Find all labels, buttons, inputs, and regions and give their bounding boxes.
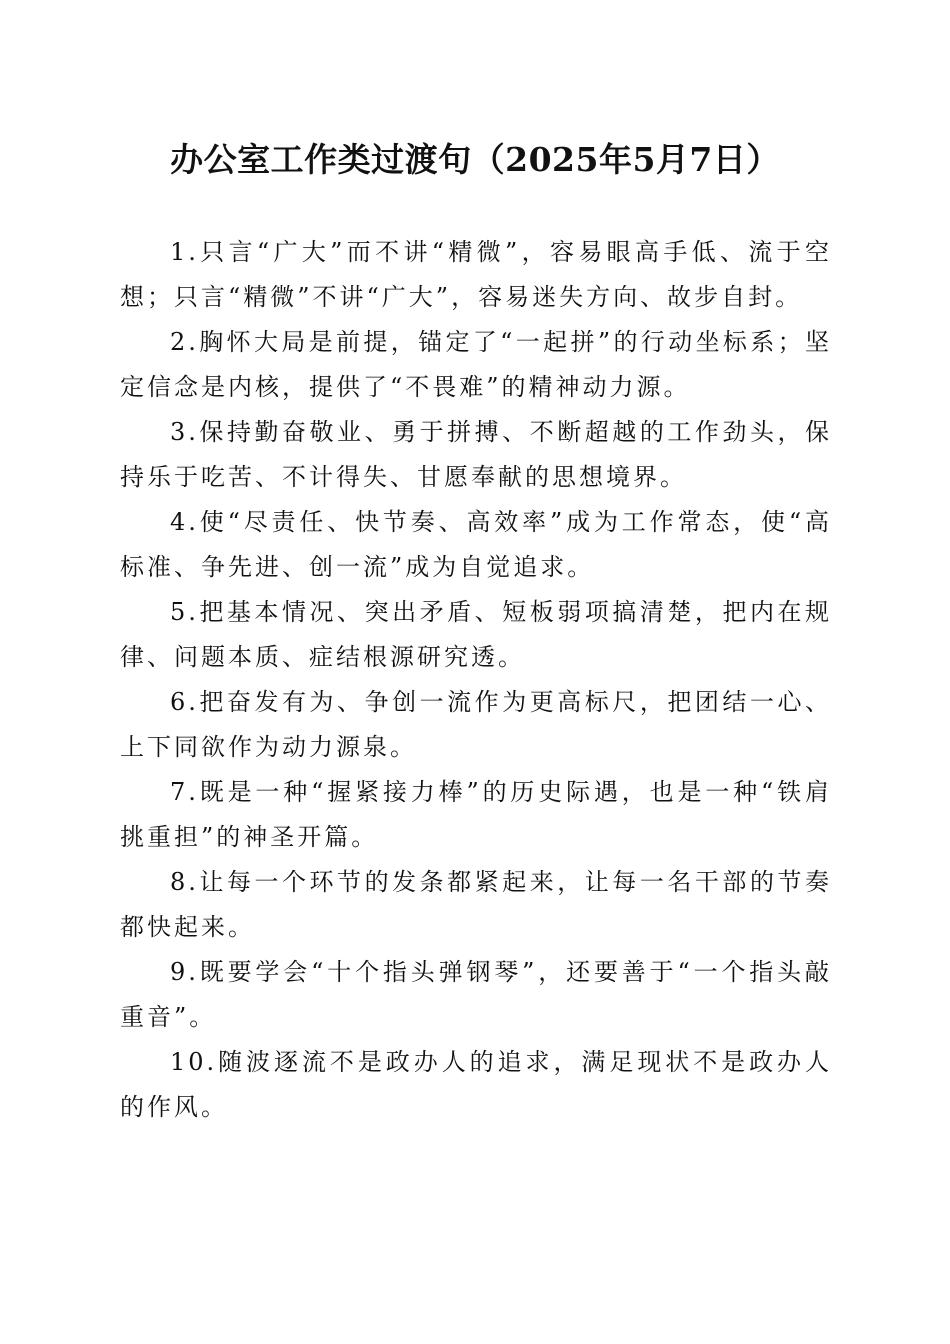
paragraph-3: 3.保持勤奋敬业、勇于拼搏、不断超越的工作劲头，保持乐于吃苦、不计得失、甘愿奉献的思想境界。 <box>120 418 832 491</box>
paragraph-10: 10.随波逐流不是政办人的追求，满足现状不是政办人的作风。 <box>120 1048 832 1121</box>
paragraph-1: 1.只言“广大”而不讲“精微”，容易眼高手低、流于空想；只言“精微”不讲“广大”，容易迷失方向、故步自封。 <box>120 238 832 311</box>
paragraph-5: 5.把基本情况、突出矛盾、短板弱项搞清楚，把内在规律、问题本质、症结根源研究透。 <box>120 598 832 671</box>
paragraph-7: 7.既是一种“握紧接力棒”的历史际遇，也是一种“铁肩挑重担”的神圣开篇。 <box>120 778 832 851</box>
paragraph-4: 4.使“尽责任、快节奏、高效率”成为工作常态，使“高标准、争先进、创一流”成为自觉追求。 <box>120 508 832 581</box>
paragraph-6: 6.把奋发有为、争创一流作为更高标尺，把团结一心、上下同欲作为动力源泉。 <box>120 688 832 761</box>
document-title: 办公室工作类过渡句（2025年5月7日） <box>170 140 780 179</box>
paragraph-2: 2.胸怀大局是前提，锚定了“一起拼”的行动坐标系；坚定信念是内核，提供了“不畏难”的精神动力源。 <box>120 328 832 401</box>
paragraph-9: 9.既要学会“十个指头弹钢琴”，还要善于“一个指头敲重音”。 <box>120 958 832 1031</box>
document-body <box>120 230 832 1130</box>
paragraph-8: 8.让每一个环节的发条都紧起来，让每一名干部的节奏都快起来。 <box>120 868 832 941</box>
